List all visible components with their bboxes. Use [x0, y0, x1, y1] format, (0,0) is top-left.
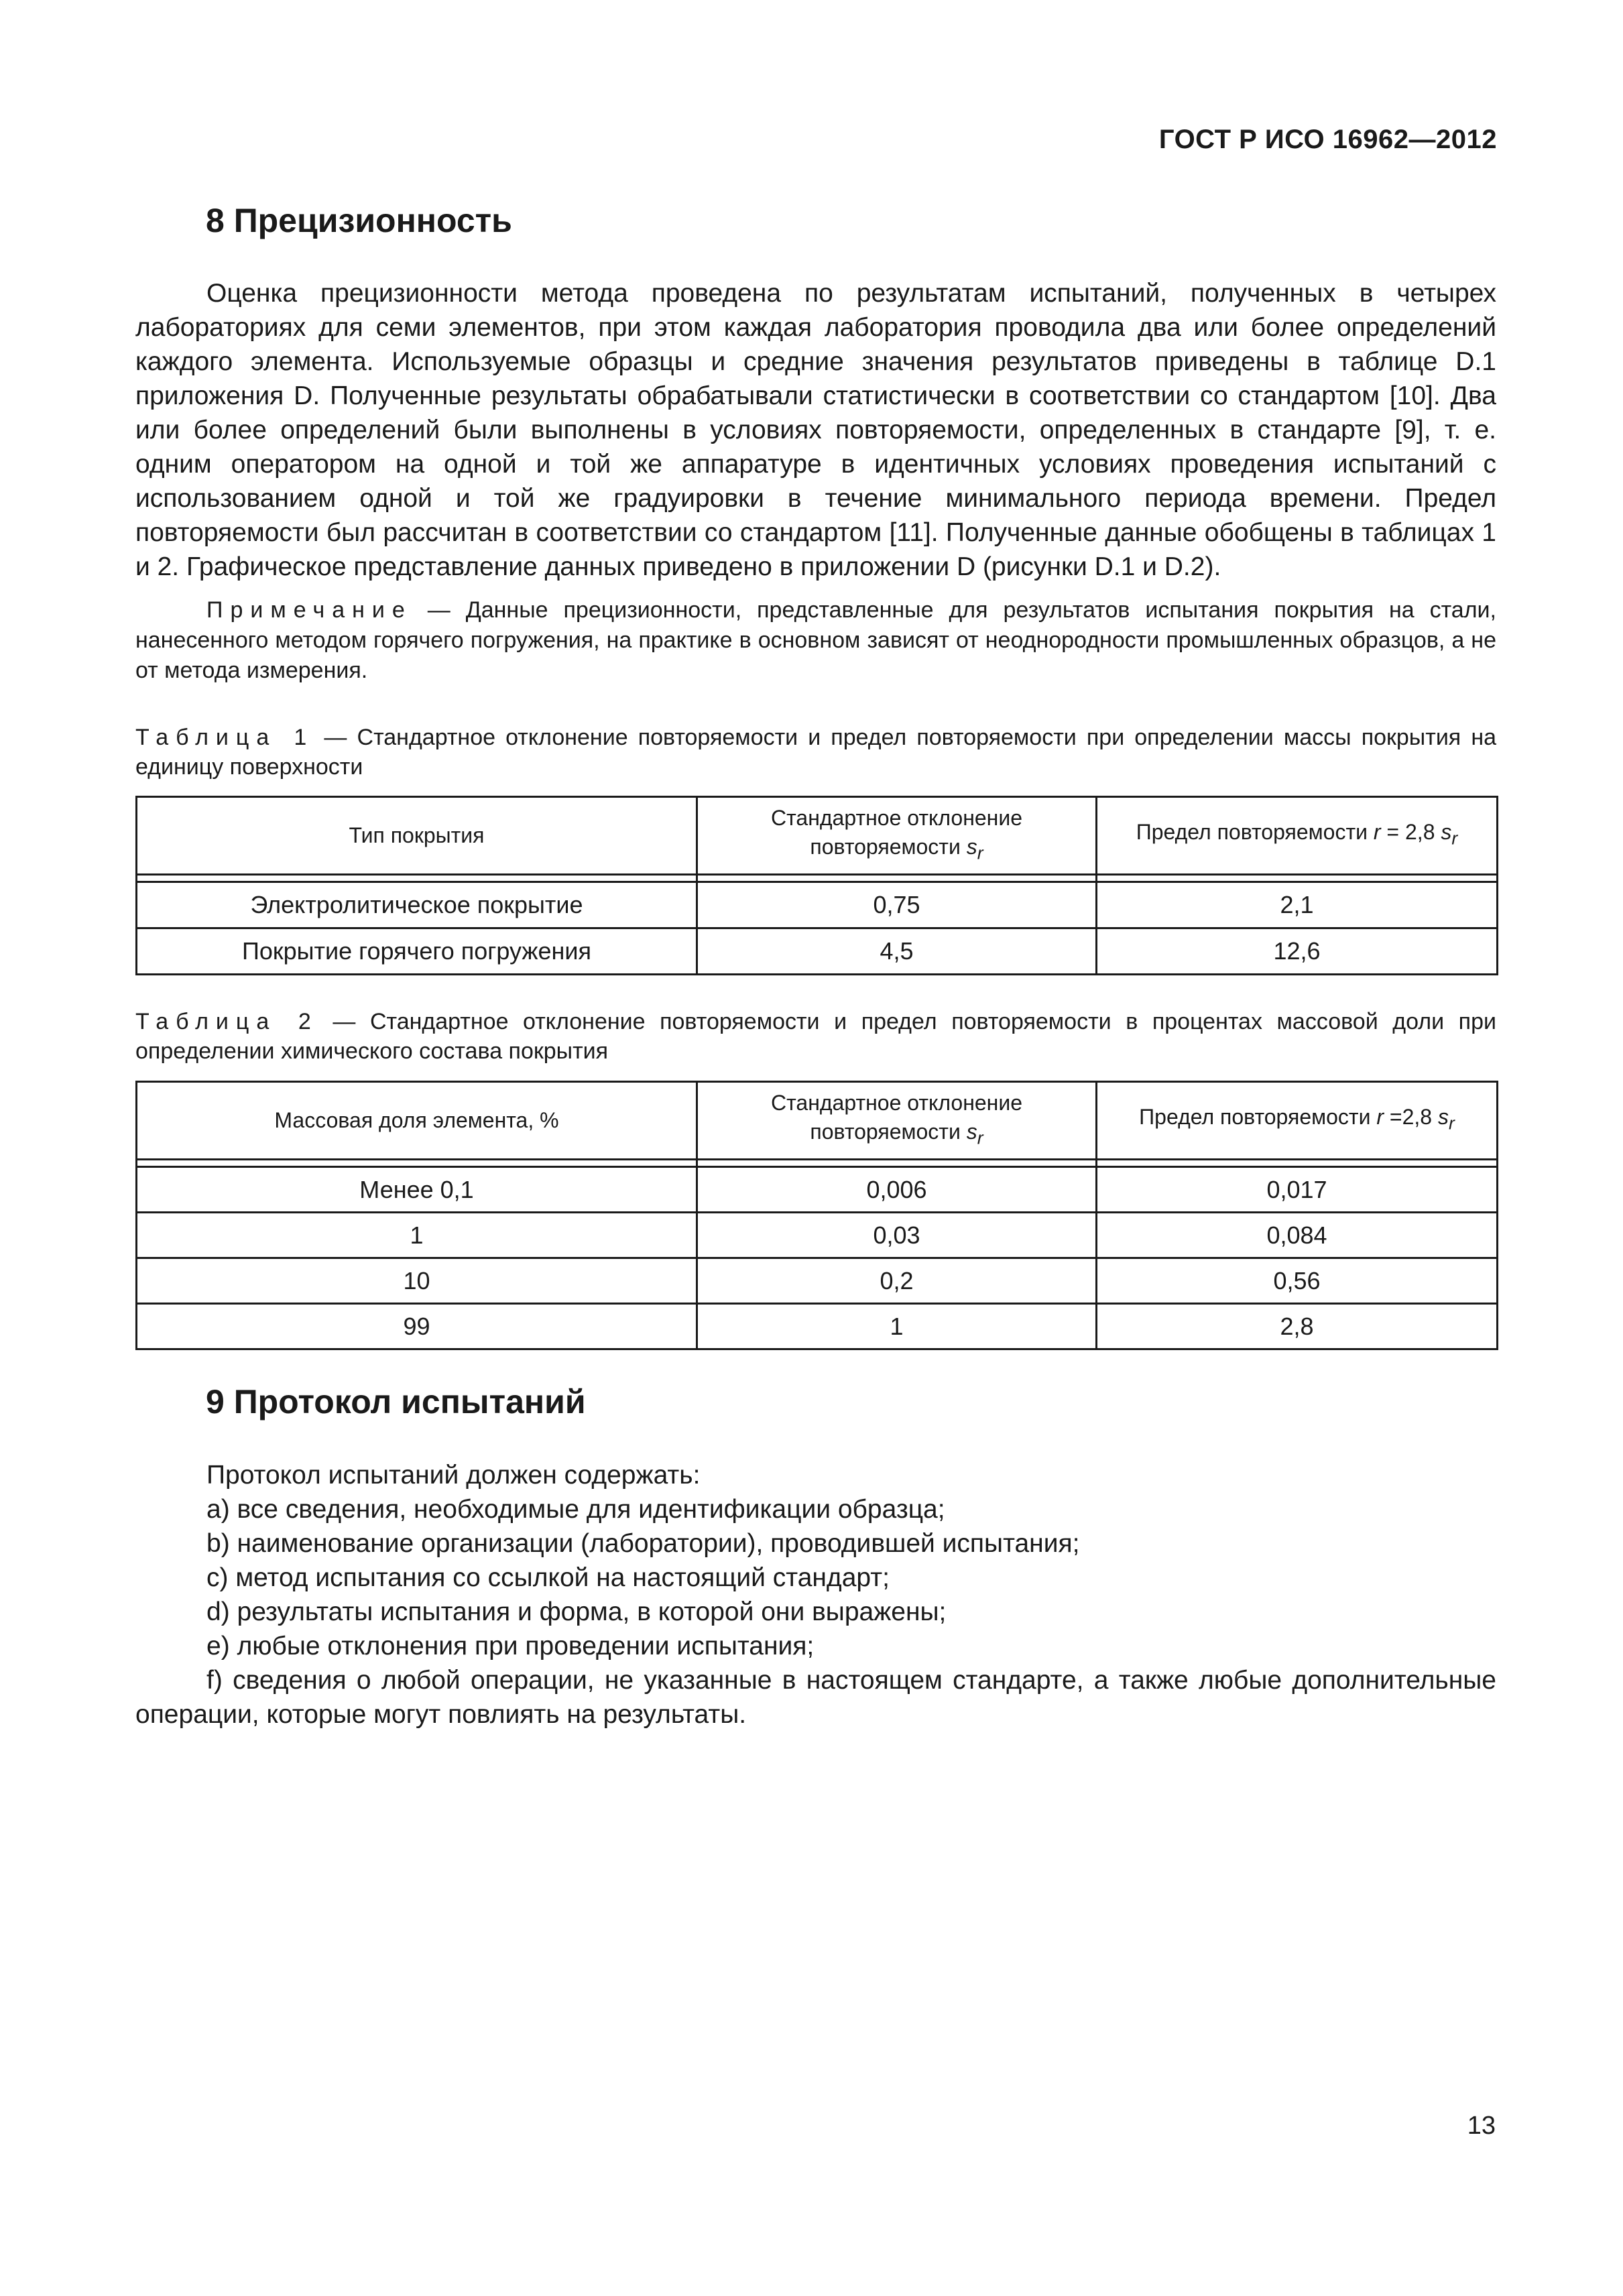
table-cell: 0,084: [1097, 1213, 1498, 1258]
table-cell: Покрытие горячего погружения: [137, 928, 697, 975]
table-cell: 0,2: [697, 1258, 1097, 1304]
table-cell: 2,8: [1097, 1304, 1498, 1349]
table-2-header-row: [137, 1082, 1498, 1160]
table-2-header-mass-fraction: Массовая доля элемента, %: [137, 1082, 697, 1160]
table-2-caption: [135, 1007, 1496, 1066]
table-cell: 99: [137, 1304, 697, 1349]
section-8-paragraph: Оценка прецизионности метода проведена по результатам испытаний, полученных в четырех лабораториях для семи элементов, при этом каждая лаборатория проводила два или более определений каждого элемента. Используемые образцы и средние значения результатов приведены в таблице D.1 приложения D. Полученные результаты обрабатывали статистически в соответствии со стандартом [10]. Два или более определений были выполнены в условиях повторяемости, определенных в стандарте [9], т. е. одним оператором на одной и той же аппаратуре в идентичных условиях проведения испытаний с использованием одной и той же градуировки в течение минимального периода времени. Предел повторяемости был рассчитан в соответствии со стандартом [11]. Полученные данные обобщены в таблицах 1 и 2. Графическое представление данных приведено в приложении D (рисунки D.1 и D.2).: [135, 279, 1496, 581]
note-text: — Данные прецизионности, представленные для результатов испытания покрытия на стали, нанесенного методом горячего погружения, на практике в основном зависят от неоднородности промышленных образцов, а не от метода измерения.: [135, 597, 1496, 683]
table-cell: 1: [697, 1304, 1097, 1349]
table-1: [135, 796, 1498, 975]
table-1-caption-text: — Стандартное отклонение повторяемости и предел повторяемости при определении массы покрытия на единицу поверхности: [135, 725, 1497, 780]
page-number: 13: [1467, 2112, 1496, 2140]
section-8-note: [135, 595, 1496, 686]
table-1-separator: [137, 875, 1498, 882]
table-cell: 1: [137, 1213, 697, 1258]
table-1-header-row: [137, 797, 1498, 875]
table-2-header-limit: Предел повторяемости r =2,8 $s_r$: [1097, 1082, 1498, 1160]
table-row: [137, 882, 1498, 928]
table-1-header-coating-type: Тип покрытия: [137, 797, 697, 875]
table-cell: Электролитическое покрытие: [137, 882, 697, 928]
table-cell: 4,5: [697, 928, 1097, 975]
table-cell: 0,56: [1097, 1258, 1498, 1304]
table-1-label: Таблица 1: [135, 725, 314, 750]
table-row: [137, 1213, 1498, 1258]
table-cell: 10: [137, 1258, 697, 1304]
table-1-caption: [135, 723, 1496, 782]
section-9-list: [135, 1458, 1496, 1732]
table-cell: 2,1: [1097, 882, 1498, 928]
table-cell: 12,6: [1097, 928, 1498, 975]
table-row: [137, 928, 1498, 975]
table-1-header-std-dev: Стандартное отклонение повторяемости $s_r$: [697, 797, 1097, 875]
list-item: b) наименование организации (лаборатории), проводившей испытания;: [206, 1529, 1080, 1558]
list-item: c) метод испытания со ссылкой на настоящий стандарт;: [206, 1563, 890, 1592]
table-2: [135, 1081, 1498, 1350]
section-9-title: 9 Протокол испытаний: [206, 1383, 586, 1421]
table-2-caption-text: — Стандартное отклонение повторяемости и предел повторяемости в процентах массовой доли при определении химического состава покрытия: [135, 1009, 1496, 1064]
list-item: d) результаты испытания и форма, в которой они выражены;: [206, 1597, 947, 1626]
section-8-title: 8 Прецизионность: [206, 202, 512, 239]
list-item: f) сведения о любой операции, не указанные в настоящем стандарте, а также любые дополнительные операции, которые могут повлиять на результаты.: [135, 1666, 1496, 1729]
table-row: [137, 1304, 1498, 1349]
table-2-header-std-dev: Стандартное отклонение повторяемости $s_r$: [697, 1082, 1097, 1160]
table-cell: 0,006: [697, 1167, 1097, 1213]
table-cell: 0,03: [697, 1213, 1097, 1258]
table-2-separator: [137, 1160, 1498, 1167]
table-row: [137, 1167, 1498, 1213]
table-row: [137, 1258, 1498, 1304]
table-cell: 0,75: [697, 882, 1097, 928]
list-item: e) любые отклонения при проведении испытания;: [206, 1632, 815, 1660]
table-cell: 0,017: [1097, 1167, 1498, 1213]
table-1-header-limit: Предел повторяемости r = 2,8 $s_r$: [1097, 797, 1498, 875]
list-item: a) все сведения, необходимые для идентификации образца;: [206, 1495, 945, 1524]
document-code: ГОСТ Р ИСО 16962—2012: [1158, 125, 1497, 154]
table-cell: Менее 0,1: [137, 1167, 697, 1213]
table-2-label: Таблица 2: [135, 1009, 318, 1034]
note-label: Примечание: [206, 597, 412, 623]
list-intro: Протокол испытаний должен содержать:: [206, 1461, 701, 1490]
